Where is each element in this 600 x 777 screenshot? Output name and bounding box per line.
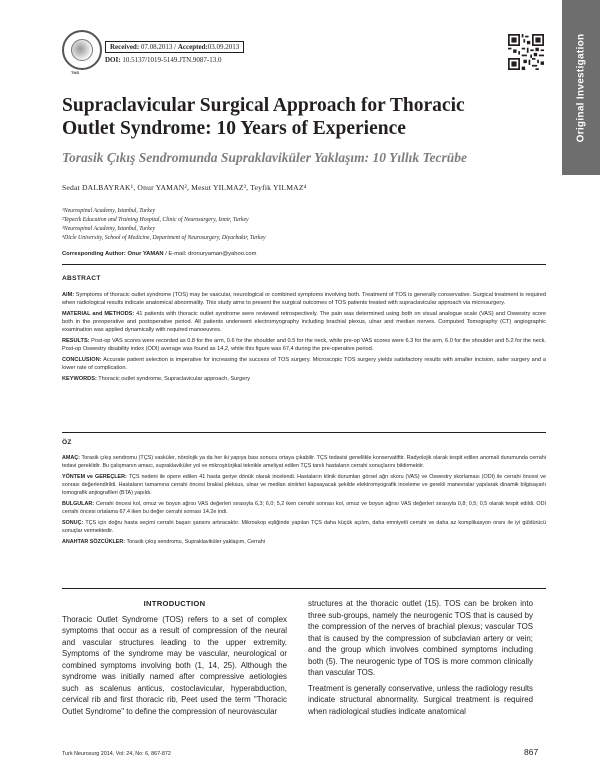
- journal-logo-icon: [62, 30, 102, 70]
- title-line-2: Outlet Syndrome: 10 Years of Experience: [62, 118, 406, 140]
- methods-label: MATERIAL and METHODS:: [62, 311, 135, 317]
- oz-amac: [62, 454, 546, 470]
- email-prefix: / E-mail:: [165, 251, 187, 257]
- amac-text: Torasik çıkış sendromu (TÇS) vasküler, nörolojik ya da her iki yapıya bası sonucu ortaya çıkabilir. TÇS tedavisi genellikle konservatiftir. Radyolojik olarak tespit edilen anomali durumunda cerrahi tedavi gereklidir. Bu çalışmanın amacı, supraklaviküler yol ve mikroşirürjikal teknikle ameliyat edilen TÇS tanılı hastaların cerrahi sonuçlarını bildirmektir.: [62, 455, 546, 469]
- brain-icon: [71, 39, 93, 61]
- affiliation-2: ²Tepecik Education and Training Hospital, Clinic of Neurosurgery, Izmir, Turkey: [62, 217, 249, 223]
- affiliation-1: ¹Neurospinal Academy, Istanbul, Turkey: [62, 208, 156, 214]
- divider-bottom: [62, 588, 546, 589]
- anahtar-text: Torasik çıkış sendromu, Supraklaviküler yaklaşım, Cerrahi: [126, 539, 265, 545]
- abstract-section: [62, 275, 546, 386]
- doi-line: [105, 56, 221, 64]
- abstract-keywords: [62, 375, 546, 383]
- abstract-aim: [62, 291, 546, 307]
- oz-anahtar: [62, 538, 546, 546]
- intro-paragraph-3: Treatment is generally conservative, unless the radiology results indicate structural abnormality. Surgical treatment is required when radiological studies indicate anatomical: [308, 683, 533, 716]
- oz-bulgular: [62, 500, 546, 516]
- corresponding-email[interactable]: dronuryaman@yahoo.com: [188, 251, 257, 257]
- conclusion-text: Accurate patient selection is imperative for increasing the success of TOS surgery. Microscopic TOS surgery yields satisfactory results with smaller incision, safer surgery and a lower rate of complication.: [62, 357, 547, 371]
- keywords-text: Thoracic outlet syndrome, Supraclavicular approach, Surgery: [98, 376, 250, 382]
- yontem-text: TÇS nedeni ile opere edilen 41 hasta geriye dönük olarak incelendi. Hastaların klinik durumları görsel ağrı skoru (VAS) ve Oswestry skorlaması (ODI) ile cerrahi öncesi ve sonrası değerlendirildi. Hastaların tamamına cerrahi öncesi brakial pleksus, ulnar ve median siniirleri kapsayacak şekilde elektromyografik inceleme ve gerekli manevralar yapılarak dinamik bilgisayarlı tomografik anjiografileri (BTA) yapıldı.: [62, 474, 546, 496]
- keywords-label: KEYWORDS:: [62, 376, 97, 382]
- page-number: 867: [524, 747, 539, 757]
- aim-text: Symptoms of thoracic outlet syndrome (TOS) may be vascular, neurological or combined symptoms involving both. Treatment of TOS is generally conservative. Surgical treatment is required when radiological results indicate anatomical abnormality. This study aims to present the surgical outcomes of TOS patients treated with supraclavicular approach via microsurgery.: [62, 292, 547, 306]
- qr-code-icon: [508, 34, 544, 70]
- conclusion-label: CONCLUSION:: [62, 357, 102, 363]
- intro-paragraph-2: structures at the thoracic outlet (15). TOS can be broken into three sub-groups, namely the neurogenic TOS that is caused by the compression of the nerves of brachial plexus; vascular TOS that is caused by the compression of subclavian artery or vein; and the group which involves combined symptoms including both (5). The neurogenic type of TOS is more common clinically than vascular TOS.: [308, 599, 533, 677]
- section-tab: [562, 0, 600, 175]
- oz-section: [62, 439, 546, 549]
- divider-middle: [62, 432, 546, 433]
- footer-citation: Turk Neurosurg 2014, Vol: 24, No: 6, 867-872: [62, 751, 171, 757]
- title-line-1: Supraclavicular Surgical Approach for Thoracic: [62, 95, 465, 116]
- yontem-label: YÖNTEM ve GEREÇLER:: [62, 474, 127, 480]
- sonuc-text: TÇS için doğru hasta seçimi cerrahi başarı şansını artıracaktır. Mikroskop eşliğinde yapılan TÇS daha küçük açılım, daha emniyetli cerrahi ve daha az komplikasyon oranı ile iyi güldürücü sonuçlar vermektedir.: [62, 520, 546, 534]
- section-label: Original Investigation: [575, 33, 587, 143]
- received-date: 07.08.2013: [140, 43, 173, 51]
- accepted-label: Accepted:: [177, 43, 208, 51]
- aim-label: AIM:: [62, 292, 75, 298]
- corresponding-name: Onur YAMAN: [127, 251, 164, 257]
- bulgular-label: BULGULAR:: [62, 501, 95, 507]
- author-list: Sedat DALBAYRAK¹, Onur YAMAN², Mesut YILMAZ³, Teyfik YILMAZ⁴: [62, 183, 307, 192]
- corresponding-label: Corresponding Author:: [62, 251, 126, 257]
- abstract-conclusion: [62, 356, 546, 372]
- intro-paragraph-1: Thoracic Outlet Syndrome (TOS) refers to a set of complex symptoms that occur as a result of compression of the neural and vascular structures leading to the upper extremity. Symptoms of the syndrome may be vascular, neurological or combined symptoms involving both (1, 14, 25). Although the syndrome was initially named after compressive aetiologies such as scalenus anticus, costoclavicular, hyperabduction, cervical rib and first thoracic rib, Peet used the term "Thoracic Outlet Syndrome" to define the compression of neurovascular: [62, 614, 287, 716]
- methods-text: 41 patients with thoracic outlet syndrome were reviewed retrospectively. The pain was determined using both on visual analogue scale (VAS) and Oswestry score both in the preoperative and postoperative period. All patients underwent electromyography including brachial plexus, ulnar and median nerves. Computed Tomography (CT) angiographic examination was applied dynamically with required manoeuvres.: [62, 311, 547, 333]
- accepted-date: 03.09.2013: [207, 43, 240, 51]
- doi-label: DOI:: [105, 56, 121, 64]
- results-text: Post-op VAS scores were recorded as 0.8 for the arm, 0.6 for the shoulder and 0.5 for the neck, while pre-op VAS scores were 6.3 for the arm, 6.0 for the shoulder and 5.2 for the neck. Post-op Oswestry disability index (ODI) average was found as 14,2, while this figure was 67,4 during the pre-operative period.: [62, 338, 546, 352]
- abstract-heading: ABSTRACT: [62, 275, 101, 282]
- article-title-turkish: Torasik Çıkış Sendromunda Supraklaviküler Yaklaşım: 10 Yıllık Tecrübe: [62, 150, 467, 165]
- amac-label: AMAÇ:: [62, 455, 80, 461]
- abstract-results: [62, 337, 546, 353]
- abstract-methods: [62, 310, 546, 334]
- affiliations: [62, 207, 266, 243]
- corresponding-author: [62, 251, 257, 257]
- divider-top: [62, 264, 546, 265]
- article-title: [62, 94, 512, 141]
- doi-value[interactable]: 10.5137/1019-5149.JTN.9087-13.0: [122, 56, 222, 64]
- affiliation-3: ³Neurospinal Academy, Istanbul, Turkey: [62, 226, 156, 232]
- oz-sonuc: [62, 519, 546, 535]
- oz-heading: ÖZ: [62, 439, 72, 446]
- logo-label: TNS: [71, 70, 79, 75]
- results-label: RESULTS:: [62, 338, 90, 344]
- body-column-left: [62, 598, 287, 721]
- sonuc-label: SONUÇ:: [62, 520, 84, 526]
- affiliation-4: ⁴Dicle University, School of Medicine, Department of Neurosurgery, Diyarbakir, Turkey: [62, 235, 266, 241]
- anahtar-label: ANAHTAR SÖZCÜKLER:: [62, 539, 126, 545]
- received-label: Received:: [110, 43, 140, 51]
- body-column-right: [308, 598, 533, 721]
- bulgular-text: Cerrahi öncesi kol, omuz ve boyun ağrısı VAS değerleri sırasıyla 6,3; 6,0; 5,2 iken cerrahi sonrası kol, omuz ve boyun ağrısı VAS değerleri sırasıyla 0,8; 0,5; 0,5 olarak tespit edildi. ODI cerrahi öncesi ortalama 67.4 iken bu değer cerrahi sonrası 14.2e indi.: [62, 501, 547, 515]
- oz-yontem: [62, 473, 546, 497]
- article-dates: Received: 07.08.2013 / Accepted:03.09.2013: [105, 41, 244, 53]
- introduction-heading: INTRODUCTION: [143, 599, 206, 608]
